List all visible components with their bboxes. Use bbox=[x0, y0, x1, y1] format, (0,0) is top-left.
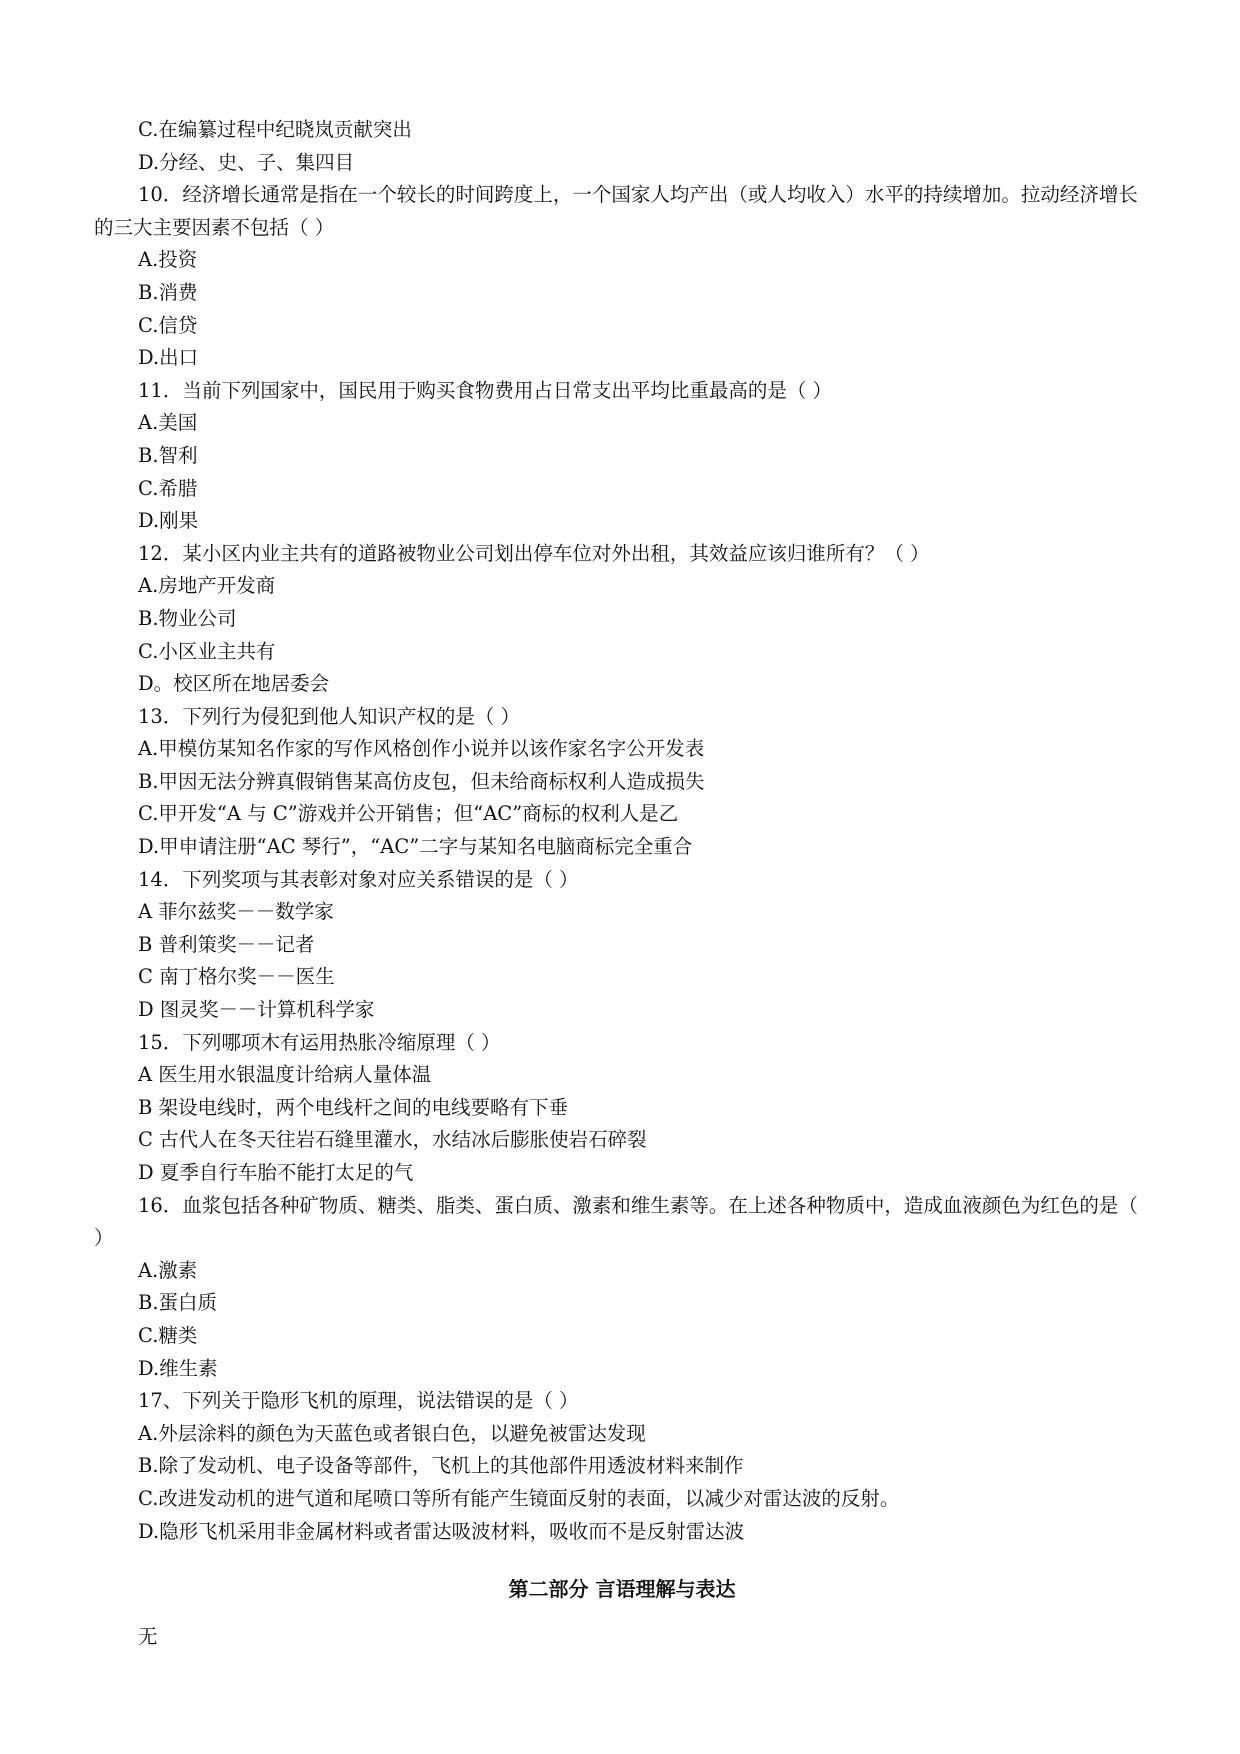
option-line: D.维生素 bbox=[138, 1356, 218, 1380]
option-line: B.蛋白质 bbox=[138, 1291, 218, 1315]
question-15 bbox=[94, 1027, 1150, 1190]
question-stem: 12．某小区内业主共有的道路被物业公司划出停车位对外出租，其效益应该归谁所有？（ ） bbox=[138, 541, 930, 565]
option-line: C.甲开发“A 与 C”游戏并公开销售；但“AC”商标的权利人是乙 bbox=[138, 802, 679, 826]
option-line: B.消费 bbox=[138, 280, 198, 304]
option-line: B 架设电线时，两个电线杆之间的电线要略有下垂 bbox=[138, 1095, 569, 1119]
option-line: A.投资 bbox=[138, 248, 198, 272]
option-line: A.美国 bbox=[138, 411, 198, 435]
option-line: A 医生用水银温度计给病人量体温 bbox=[138, 1063, 432, 1087]
option-line: B.物业公司 bbox=[138, 606, 237, 630]
option-line: D.刚果 bbox=[138, 509, 199, 533]
option-line: D.甲申请注册“AC 琴行”，“AC”二字与某知名电脑商标完全重合 bbox=[138, 835, 693, 859]
option-line: A.激素 bbox=[138, 1258, 198, 1282]
question-stem: 16．血浆包括各种矿物质、糖类、脂类、蛋白质、激素和维生素等。在上述各种物质中，造成血液颜色为红色的是（ ） bbox=[94, 1193, 1138, 1250]
option-line: D 夏季自行车胎不能打太足的气 bbox=[138, 1161, 414, 1184]
question-17 bbox=[94, 1385, 1150, 1548]
option-line: C 南丁格尔奖－－医生 bbox=[138, 965, 335, 989]
option-line: C.小区业主共有 bbox=[138, 639, 276, 663]
question-10 bbox=[94, 179, 1150, 375]
question-stem: 13．下列行为侵犯到他人知识产权的是（ ） bbox=[138, 704, 521, 728]
option-line: D。校区所在地居委会 bbox=[138, 672, 330, 696]
question-14 bbox=[94, 864, 1150, 1027]
question-11 bbox=[94, 375, 1150, 538]
option-line: D.出口 bbox=[138, 346, 199, 370]
option-line: C.信贷 bbox=[138, 313, 198, 337]
question-stem: 15．下列哪项木有运用热胀冷缩原理（ ） bbox=[138, 1030, 501, 1054]
section-content: 无 bbox=[138, 1624, 158, 1648]
question-stem: 11．当前下列国家中，国民用于购买食物费用占日常支出平均比重最高的是（ ） bbox=[138, 378, 833, 402]
document-page bbox=[94, 114, 1150, 1653]
question-13 bbox=[94, 701, 1150, 864]
option-line: D 图灵奖－－计算机科学家 bbox=[138, 998, 375, 1022]
option-line: A.甲模仿某知名作家的写作风格创作小说并以该作家名字公开发表 bbox=[138, 737, 705, 761]
question-12 bbox=[94, 538, 1150, 701]
question-stem: 10．经济增长通常是指在一个较长的时间跨度上，一个国家人均产出（或人均收入）水平的持续增加。拉动经济增长的三大主要因素不包括（ ） bbox=[94, 183, 1138, 239]
option-line: A.房地产开发商 bbox=[138, 574, 276, 598]
question-16 bbox=[94, 1190, 1150, 1386]
question-stem: 17、下列关于隐形飞机的原理，说法错误的是（ ） bbox=[138, 1389, 579, 1413]
option-line: A 菲尔兹奖－－数学家 bbox=[138, 900, 334, 924]
option-line: B.智利 bbox=[138, 443, 198, 467]
option-line: B 普利策奖－－记者 bbox=[138, 932, 315, 956]
option-line: C.改进发动机的进气道和尾喷口等所有能产生镜面反射的表面，以减少对雷达波的反射。 bbox=[138, 1486, 900, 1510]
option-line: C.糖类 bbox=[138, 1323, 198, 1347]
option-line: A.外层涂料的颜色为天蓝色或者银白色，以避免被雷达发现 bbox=[138, 1421, 646, 1445]
option-line: B.甲因无法分辨真假销售某高仿皮包，但未给商标权利人造成损失 bbox=[138, 769, 705, 793]
option-line: D.分经、史、子、集四目 bbox=[138, 150, 355, 174]
option-line: C 古代人在冬天往岩石缝里灌水，水结冰后膨胀使岩石碎裂 bbox=[138, 1128, 647, 1152]
option-line: C.希腊 bbox=[138, 476, 198, 500]
question-stem: 14．下列奖项与其表彰对象对应关系错误的是（ ） bbox=[138, 867, 579, 891]
option-line: D.隐形飞机采用非金属材料或者雷达吸波材料，吸收而不是反射雷达波 bbox=[138, 1519, 745, 1543]
option-line: C.在编纂过程中纪晓岚贡献突出 bbox=[138, 118, 412, 141]
option-line: B.除了发动机、电子设备等部件，飞机上的其他部件用透波材料来制作 bbox=[138, 1454, 744, 1478]
section-heading: 第二部分 言语理解与表达 bbox=[508, 1577, 736, 1602]
